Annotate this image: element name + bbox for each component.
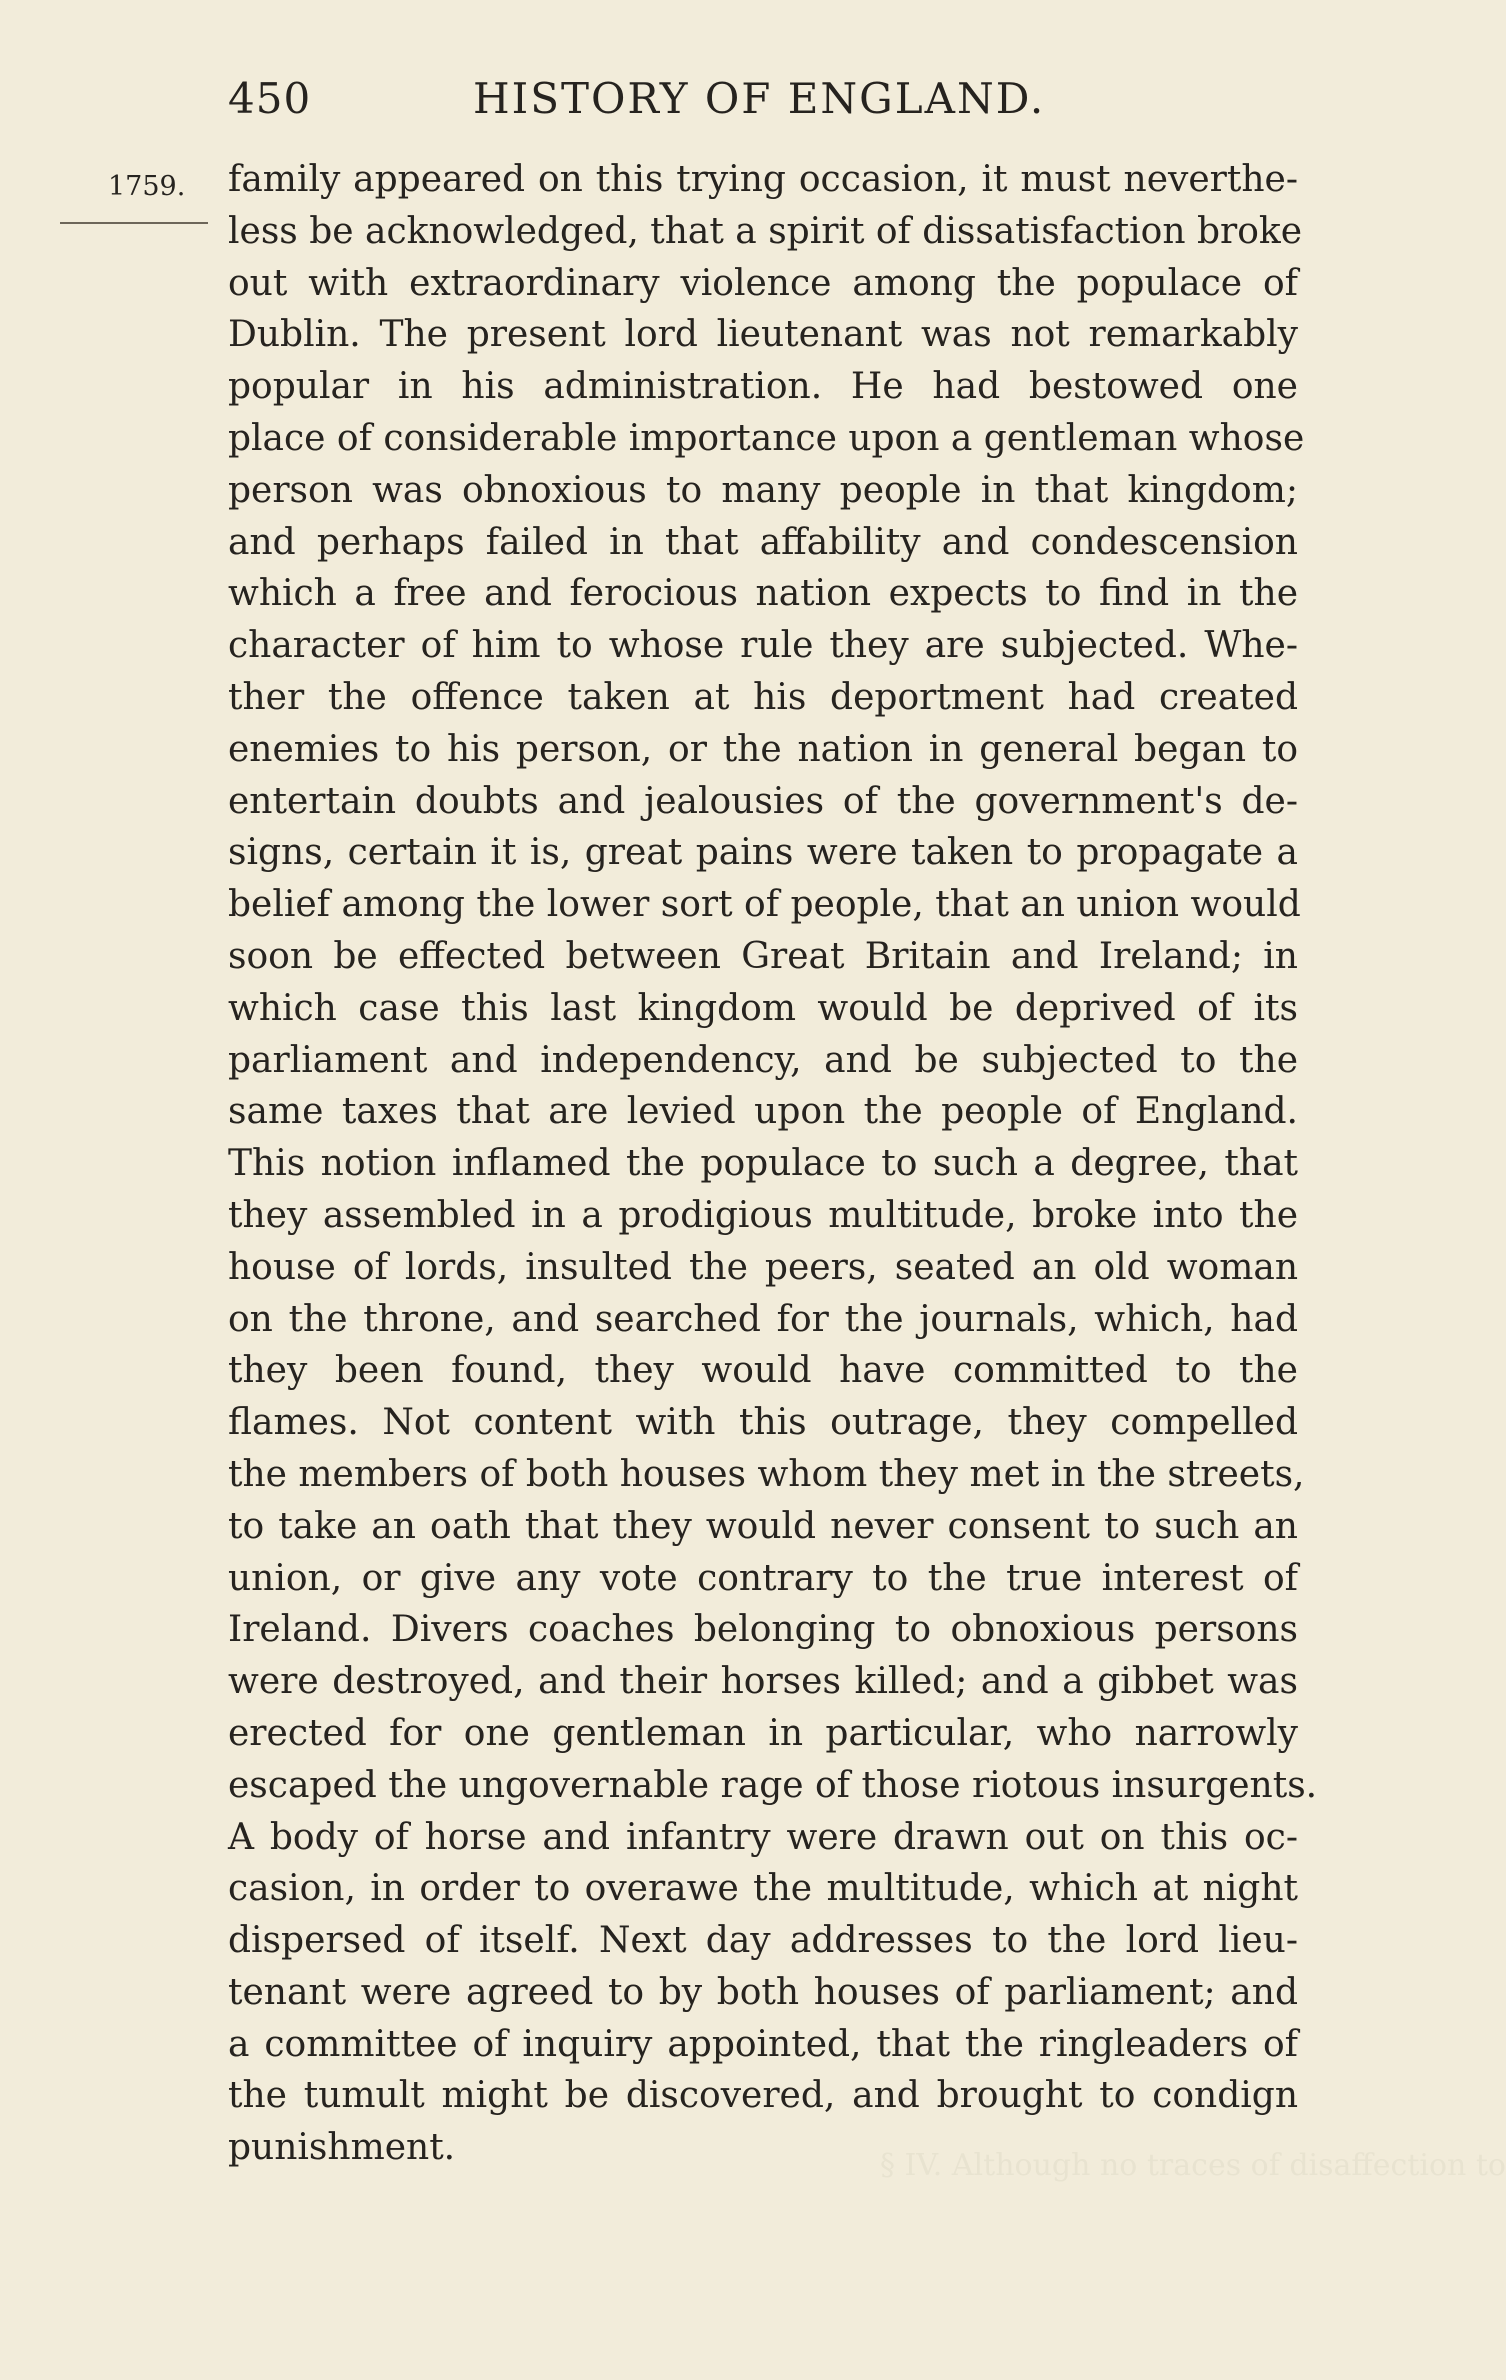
page-number: 450 [228, 74, 312, 123]
text-line: person was obnoxious to many people in that kingdom; [228, 469, 1298, 511]
text-line: family appeared on this trying occasion, it must neverthe- [228, 159, 1298, 200]
text-line: union, or give any vote contrary to the true interest of [228, 1557, 1298, 1599]
margin-year-note: 1759. [108, 171, 186, 202]
text-line: dispersed of itself. Next day addresses to the lord lieu- [228, 1920, 1298, 1962]
text-line: which case this last kingdom would be deprived of its [228, 987, 1298, 1029]
text-line: out with extraordinary violence among the populace of [228, 262, 1298, 304]
text-line: were destroyed, and their horses killed; and a gibbet was [228, 1661, 1298, 1703]
text-line: erected for one gentleman in particular, who narrowly [228, 1712, 1298, 1754]
text-line: they been found, they would have committed to the [228, 1350, 1298, 1392]
text-line: character of him to whose rule they are subjected. Whe- [228, 625, 1298, 667]
text-line: flames. Not content with this outrage, they compelled [228, 1402, 1298, 1444]
text-line: a committee of inquiry appointed, that the ringleaders of [228, 2023, 1298, 2065]
text-line: This notion inflamed the populace to such a degree, that [228, 1143, 1298, 1185]
text-line: the members of both houses whom they met in the streets, [228, 1453, 1305, 1495]
text-line: they assembled in a prodigious multitude, broke into the [228, 1194, 1298, 1236]
show-through-text: § IV. Although no traces of disaffection to [880, 2148, 1506, 2183]
text-line: A body of horse and infantry were drawn out on this oc- [228, 1816, 1298, 1858]
text-line: entertain doubts and jealousies of the government's de- [228, 780, 1298, 822]
text-line: escaped the ungovernable rage of those riotous insurgents. [228, 1764, 1318, 1806]
text-line: Dublin. The present lord lieutenant was not remarkably [228, 314, 1298, 356]
text-line: the tumult might be discovered, and brought to condign [228, 2075, 1298, 2117]
text-line: to take an oath that they would never consent to such an [228, 1505, 1298, 1547]
text-line: less be acknowledged, that a spirit of dissatisfaction broke [228, 210, 1303, 252]
text-line: house of lords, insulted the peers, seated an old woman [228, 1246, 1298, 1288]
text-line: tenant were agreed to by both houses of parliament; and [228, 1971, 1298, 2013]
text-line: popular in his administration. He had bestowed one [228, 366, 1298, 408]
text-line: same taxes that are levied upon the people of England. [228, 1091, 1298, 1133]
text-line: punishment. [228, 2127, 456, 2169]
margin-rule [60, 222, 208, 224]
text-line: enemies to his person, or the nation in general began to [228, 728, 1298, 770]
text-line: parliament and independency, and be subjected to the [228, 1039, 1298, 1081]
page-header [228, 74, 1068, 134]
text-line: and perhaps failed in that affability and condescension [228, 521, 1298, 563]
running-title: HISTORY OF ENGLAND. [473, 74, 1046, 123]
text-line: place of considerable importance upon a gentleman whose [228, 417, 1305, 459]
text-line: casion, in order to overawe the multitude, which at night [228, 1868, 1298, 1910]
text-line: ther the offence taken at his deportment had created [228, 676, 1298, 718]
text-line: on the throne, and searched for the journals, which, had [228, 1298, 1298, 1340]
text-line: which a free and ferocious nation expects to find in the [228, 573, 1298, 615]
text-line: signs, certain it is, great pains were taken to propagate a [228, 832, 1298, 874]
text-line: soon be effected between Great Britain and Ireland; in [228, 935, 1298, 977]
text-line: Ireland. Divers coaches belonging to obnoxious persons [228, 1609, 1298, 1651]
text-line: belief among the lower sort of people, that an union would [228, 884, 1301, 926]
